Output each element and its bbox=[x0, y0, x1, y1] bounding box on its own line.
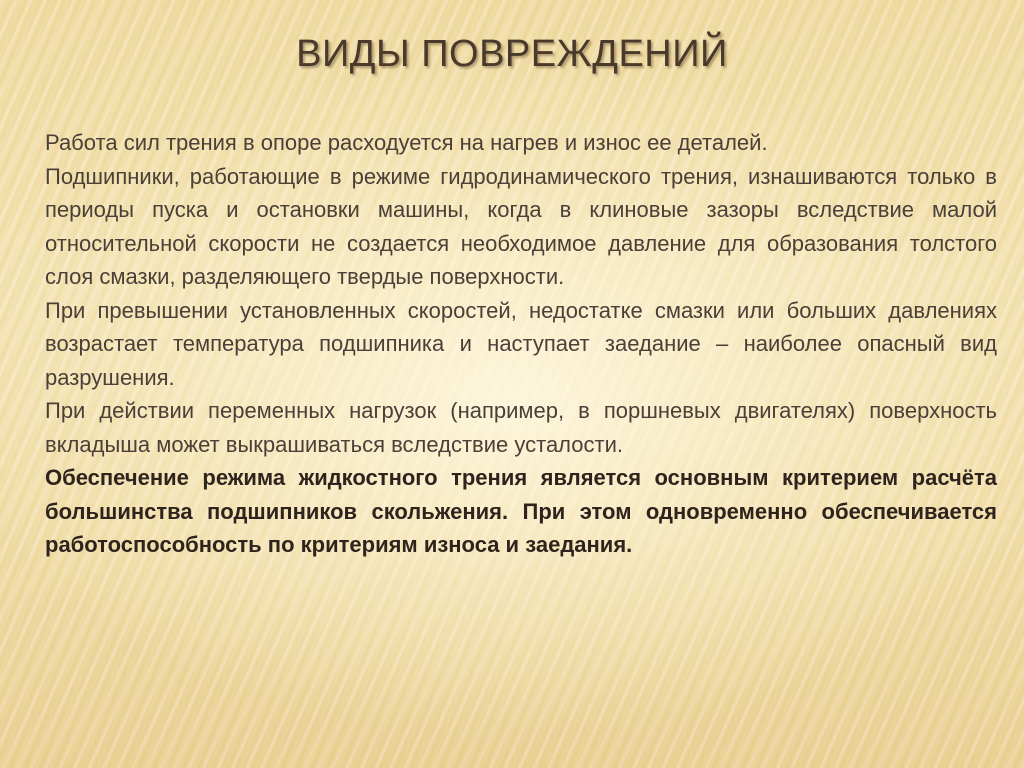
slide-title: ВИДЫ ПОВРЕЖДЕНИЙ bbox=[296, 33, 728, 75]
paragraph-friction-work: Работа сил трения в опоре расходуется на нагрев и износ ее деталей. bbox=[45, 130, 768, 155]
paragraph-design-criterion: Обеспечение режима жидкостного трения является основным критерием расчёта большинства подшипников скольжения. При этом одновременно обеспечивается работоспособность по критериям износа и заедания. bbox=[45, 465, 997, 557]
paragraph-seizure: При превышении установленных скоростей, недостатке смазки или больших давлениях возрастает температура подшипника и наступает заедание – наиболее опасный вид разрушения. bbox=[45, 297, 997, 390]
paragraph-fatigue: При действии переменных нагрузок (например, в поршневых двигателях) поверхность вкладыша может выкрашиваться вследствие усталости. bbox=[45, 398, 997, 457]
paragraph-hydrodynamic-wear: Подшипники, работающие в режиме гидродинамического трения, изнашиваются только в периоды пуска и остановки машины, когда в клиновые зазоры вследствие малой относительной скорости не создается необходимое давление для образования толстого слоя смазки, разделяющего твердые поверхности. bbox=[45, 163, 997, 289]
slide-body bbox=[45, 126, 997, 562]
